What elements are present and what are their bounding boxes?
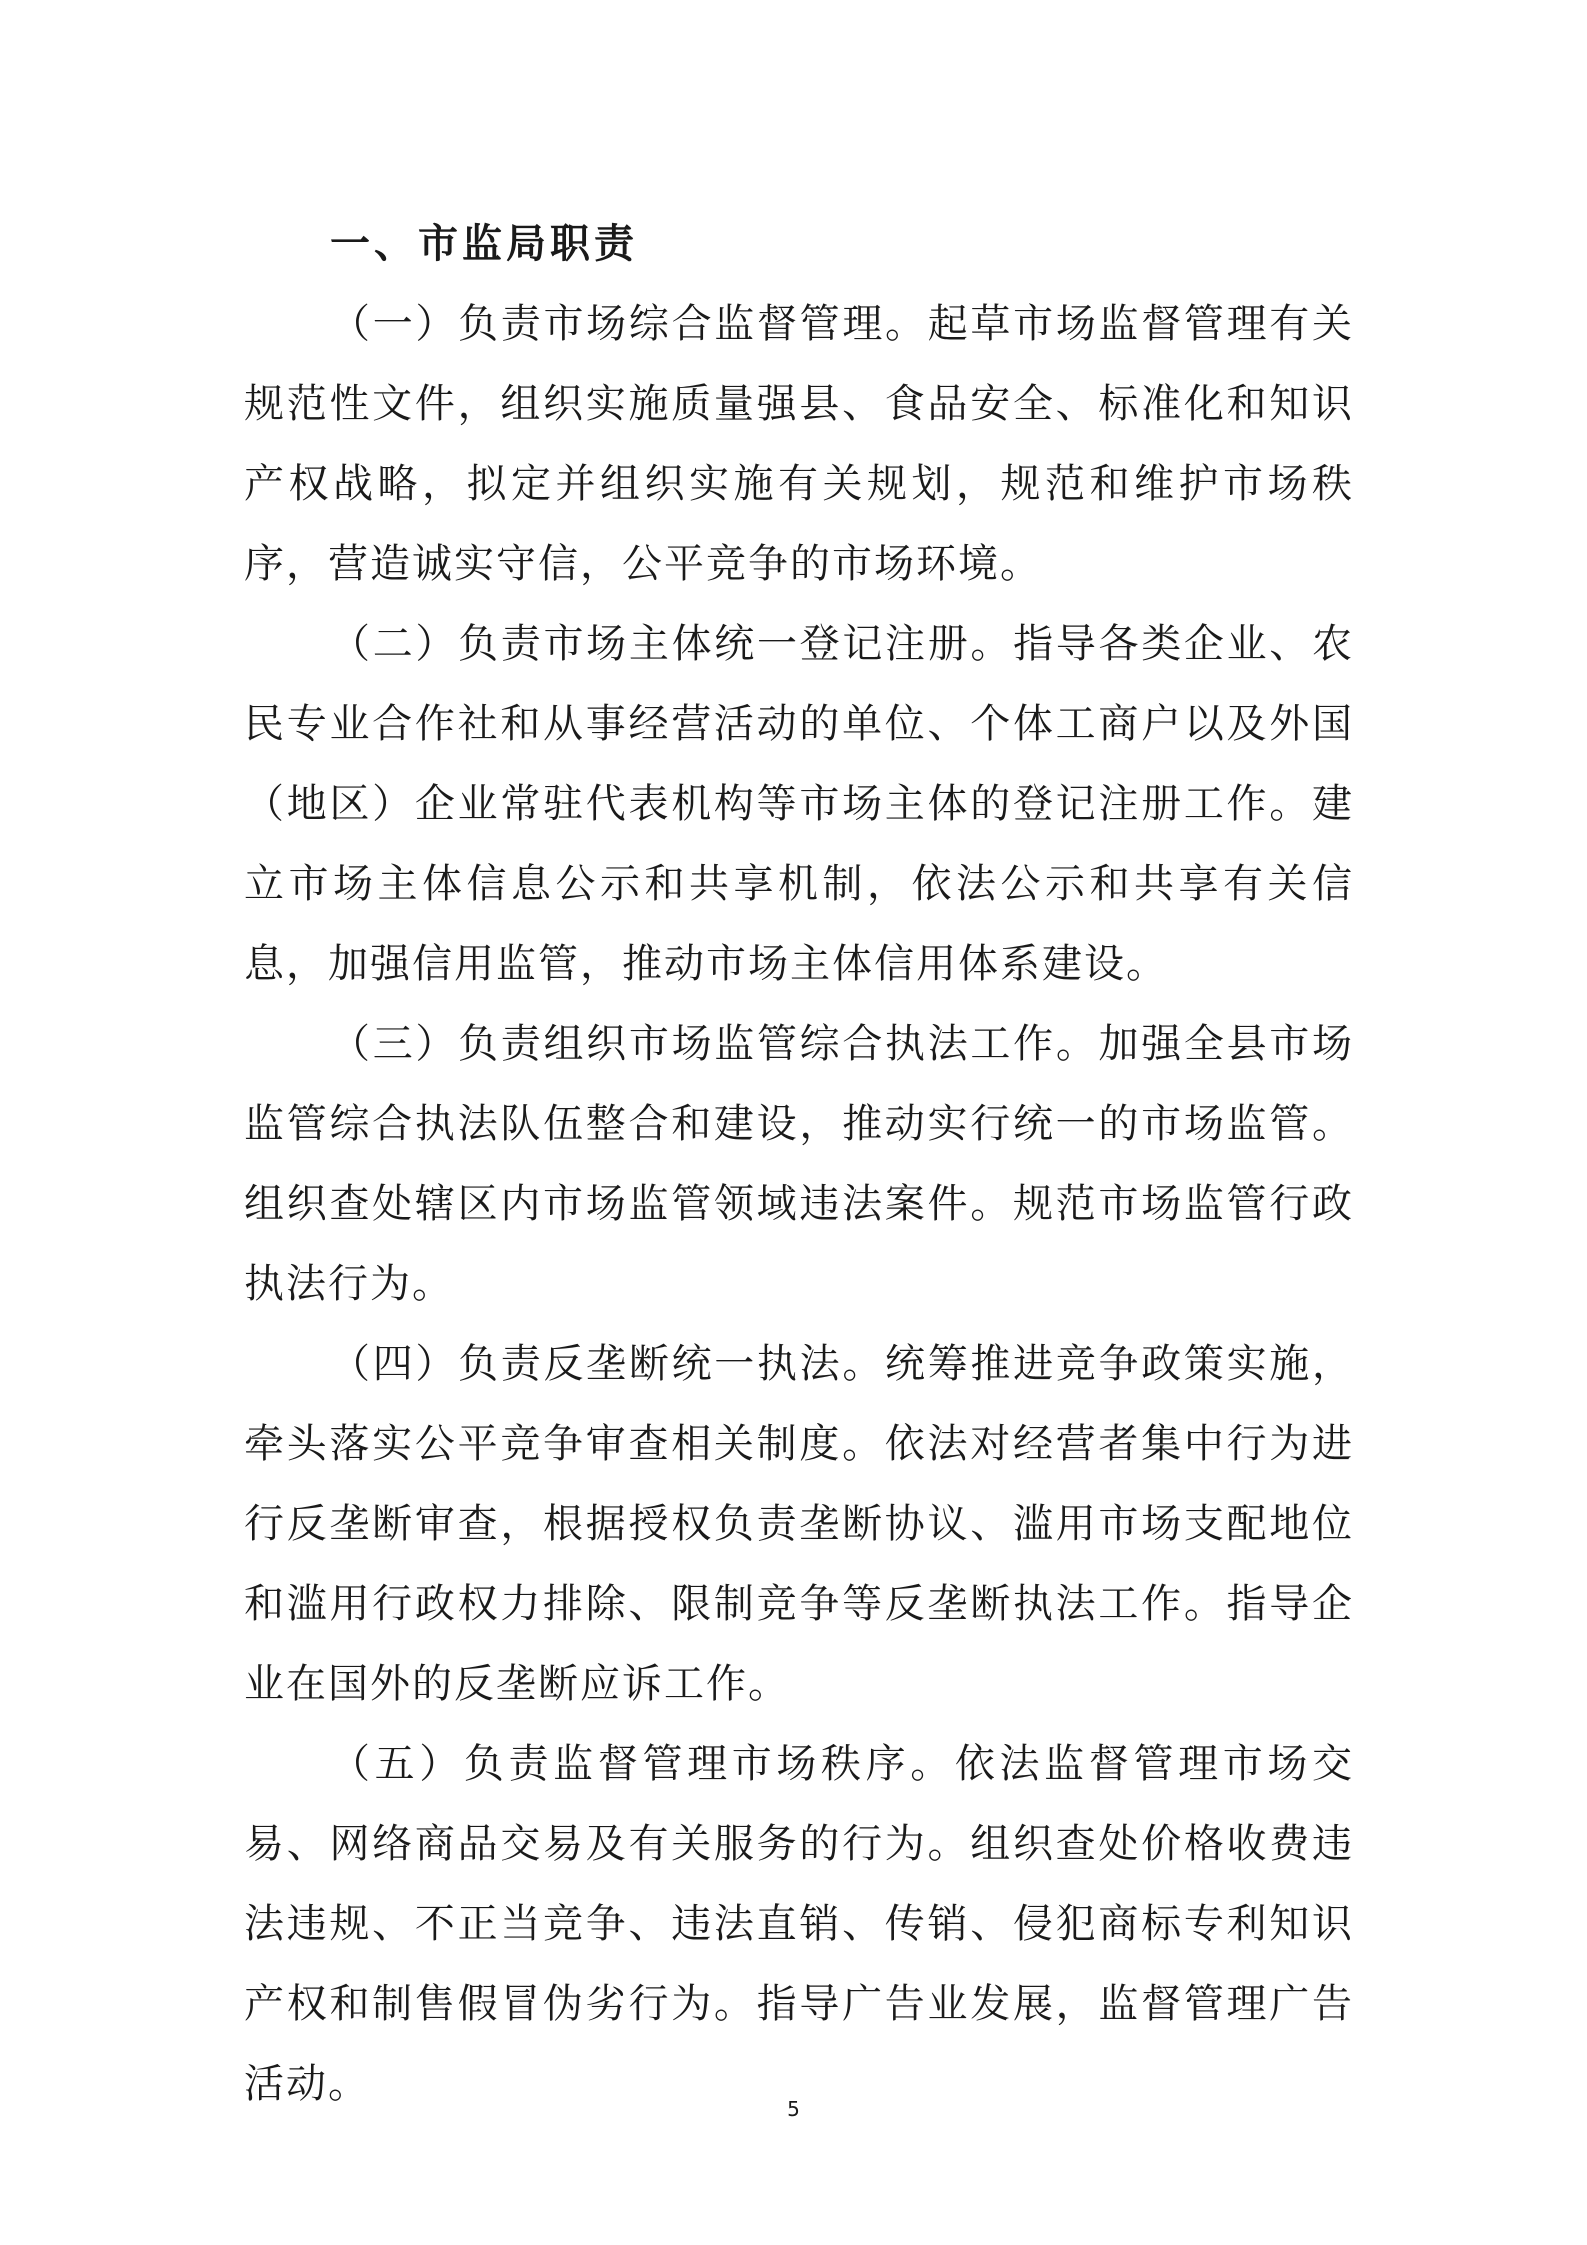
- document-body: [244, 204, 1354, 2124]
- paragraph-4: （四）负责反垄断统一执法。统筹推进竞争政策实施，牵头落实公平竞争审查相关制度。依法对经营者集中行为进行反垄断审查，根据授权负责垄断协议、滥用市场支配地位和滥用行政权力排除、限制竞争等反垄断执法工作。指导企业在国外的反垄断应诉工作。: [244, 1341, 1354, 1707]
- page-number: 5: [787, 2097, 800, 2121]
- paragraph-3: （三）负责组织市场监管综合执法工作。加强全县市场监管综合执法队伍整合和建设，推动实行统一的市场监管。组织查处辖区内市场监管领域违法案件。规范市场监管行政执法行为。: [244, 1021, 1354, 1307]
- paragraph-1: （一）负责市场综合监督管理。起草市场监督管理有关规范性文件，组织实施质量强县、食品安全、标准化和知识产权战略，拟定并组织实施有关规划，规范和维护市场秩序，营造诚实守信，公平竞争的市场环境。: [244, 301, 1354, 587]
- paragraph-5: （五）负责监督管理市场秩序。依法监督管理市场交易、网络商品交易及有关服务的行为。组织查处价格收费违法违规、不正当竞争、违法直销、传销、侵犯商标专利知识产权和制售假冒伪劣行为。指导广告业发展，监督管理广告活动。: [244, 1741, 1354, 2107]
- section-heading: 一、市监局职责: [330, 221, 638, 267]
- paragraph-2: （二）负责市场主体统一登记注册。指导各类企业、农民专业合作社和从事经营活动的单位、个体工商户以及外国（地区）企业常驻代表机构等市场主体的登记注册工作。建立市场主体信息公示和共享机制，依法公示和共享有关信息，加强信用监管，推动市场主体信用体系建设。: [244, 621, 1354, 987]
